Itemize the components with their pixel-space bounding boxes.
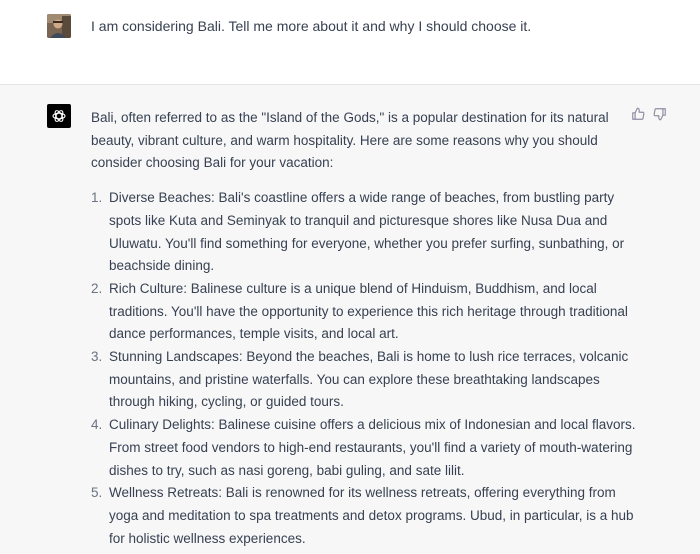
list-item-number: 5.	[91, 485, 103, 501]
assistant-message-row	[0, 85, 700, 554]
list-item	[91, 187, 631, 278]
list-item-line: dishes to try, such as nasi goreng, babi guling, and sate lilit.	[109, 462, 465, 478]
intro-line: Bali, often referred to as the "Island of the Gods," is a popular destination for its natural	[91, 110, 609, 125]
list-item-line: Stunning Landscapes: Beyond the beaches, Bali is home to lush rice terraces, volcanic	[109, 349, 629, 365]
list-item	[91, 482, 634, 550]
list-item-line: for holistic wellness experiences.	[109, 530, 306, 546]
list-item-line: Uluwatu. You'll find something for everyone, whether you prefer surfing, sunbathing, or	[109, 235, 625, 251]
list-item	[91, 278, 631, 346]
user-avatar-photo	[47, 14, 71, 38]
list-item-line: mountains, and pristine waterfalls. You can explore these breathtaking landscapes	[109, 371, 600, 387]
list-item-number: 2.	[91, 280, 103, 296]
feedback-controls	[631, 107, 667, 121]
list-item-line: Wellness Retreats: Bali is renowned for its wellness retreats, offering everything from	[109, 485, 616, 501]
list-item-line: From street food vendors to high-end restaurants, you'll find a variety of mouth-watering	[109, 439, 633, 455]
list-item-number: 1.	[91, 190, 103, 206]
list-item-line: spots like Kuta and Seminyak to tranquil and picturesque shores like Nusa Dua and	[109, 212, 608, 228]
user-message-text: I am considering Bali. Tell me more about it and why I should choose it.	[91, 18, 532, 34]
thumbs-down-icon[interactable]	[653, 107, 667, 121]
list-item-line: Diverse Beaches: Bali's coastline offers a wide range of beaches, from bustling party	[109, 190, 615, 206]
intro-line: consider choosing Bali for your vacation:	[91, 155, 334, 171]
list-item-line: Rich Culture: Balinese culture is a unique blend of Hinduism, Buddhism, and local	[109, 280, 597, 296]
list-item-line: traditions. You'll have the opportunity to experience this rich heritage through traditional	[109, 303, 628, 319]
list-item	[91, 414, 636, 482]
user-avatar	[47, 14, 71, 38]
list-item-number: 4.	[91, 417, 103, 433]
user-message-row	[0, 0, 700, 85]
list-item-line: beachside dining.	[109, 258, 215, 274]
list-item-line: Culinary Delights: Balinese cuisine offers a delicious mix of Indonesian and local flavors.	[109, 417, 636, 433]
list-item-number: 3.	[91, 349, 103, 365]
reasons-list	[91, 187, 636, 550]
assistant-avatar	[47, 104, 71, 128]
assistant-intro	[91, 107, 631, 175]
assistant-message-content	[91, 107, 636, 550]
list-item	[91, 346, 631, 414]
intro-line: beauty, vibrant culture, and warm hospitality. Here are some reasons why you should	[91, 132, 598, 148]
list-item-line: dance performances, temple visits, and local art.	[109, 326, 399, 342]
thumbs-up-icon[interactable]	[631, 107, 645, 121]
list-item-line: yoga and meditation to spa treatments and detox programs. Ubud, in particular, is a hub	[109, 507, 634, 523]
list-item-line: through hiking, cycling, or guided tours.	[109, 394, 344, 410]
openai-logo-icon	[51, 108, 67, 124]
